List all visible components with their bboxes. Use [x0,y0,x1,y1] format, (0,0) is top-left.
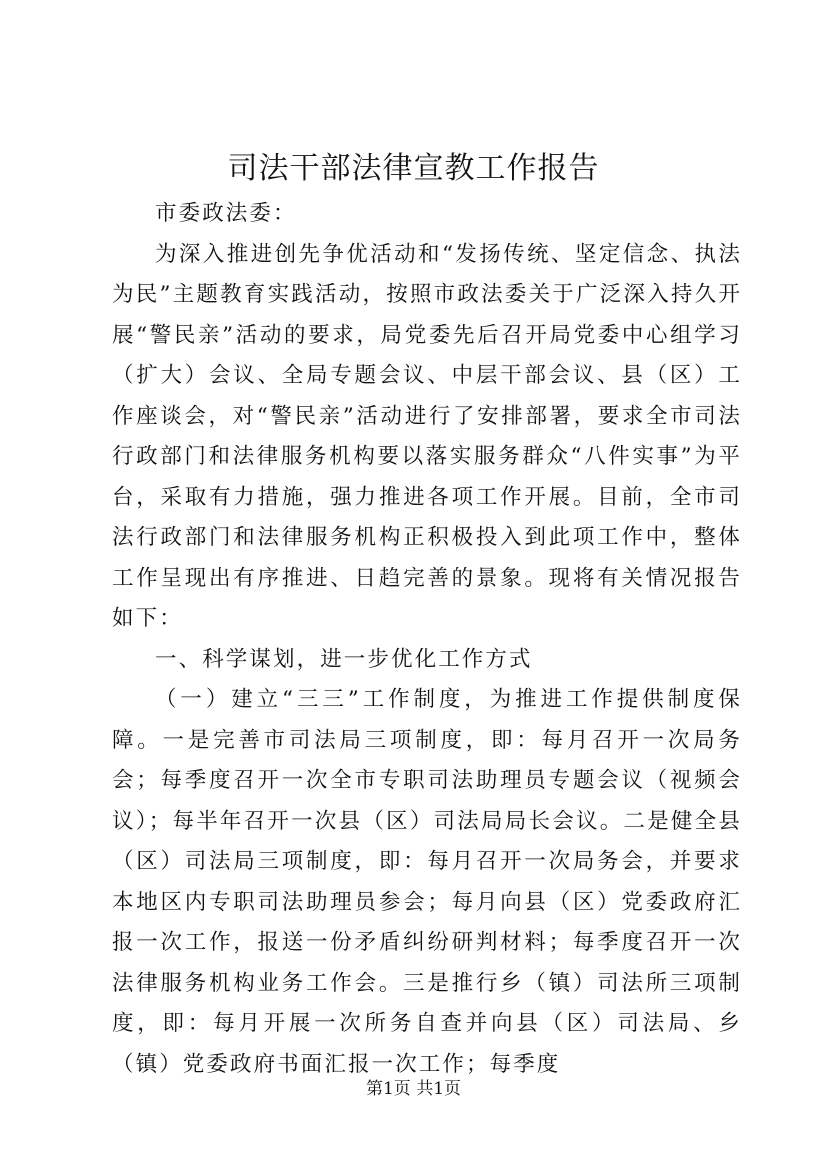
paragraph-intro: 为深入推进创先争优活动和“发扬传统、坚定信念、执法为民”主题教育实践活动，按照市政法委关于广泛深入持久开展“警民亲”活动的要求，局党委先后召开局党委中心组学习（扩大）会议、全局专题会议、中层干部会议、县（区）工作座谈会，对“警民亲”活动进行了安排部署，要求全市司法行政部门和法律服务机构要以落实服务群众“八件实事”为平台，采取有力措施，强力推进各项工作开展。目前，全市司法行政部门和法律服务机构正积极投入到此项工作中，整体工作呈现出有序推进、日趋完善的景象。现将有关情况报告如下： [112,241,742,631]
salutation: 市委政法委： [155,201,297,226]
page-footer: 第1页 共1页 [365,1079,462,1099]
section-heading: 一、科学谋划，进一步优化工作方式 [155,646,533,672]
document-body [112,194,742,1085]
paragraph-subsection: （一）建立“三三”工作制度，为推进工作提供制度保障。一是完善市司法局三项制度，即：每月召开一次局务会；每季度召开一次全市专职司法助理员专题会议（视频会议）；每半年召开一次县（区）司法局局长会议。二是健全县（区）司法局三项制度，即：每月召开一次局务会，并要求本地区内专职司法助理员参会；每月向县（区）党委政府汇报一次工作，报送一份矛盾纠纷研判材料；每季度召开一次法律服务机构业务工作会。三是推行乡（镇）司法所三项制度，即：每月开展一次所务自查并向县（区）司法局、乡（镇）党委政府书面汇报一次工作；每季度 [112,687,742,1077]
document-title: 司法干部法律宣教工作报告 [227,151,600,186]
